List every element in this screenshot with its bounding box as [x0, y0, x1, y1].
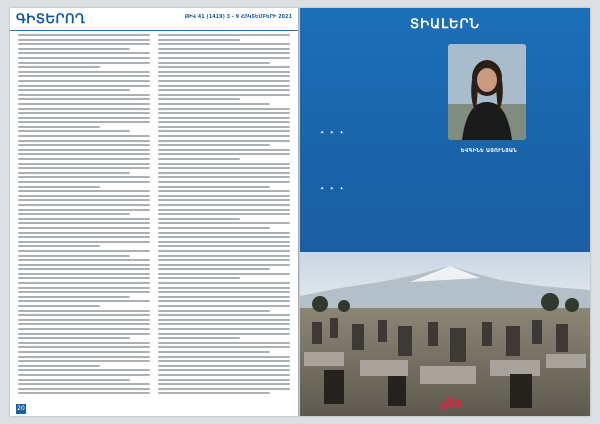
- text-line: [158, 52, 290, 54]
- text-line: [158, 365, 290, 367]
- text-line: [158, 259, 290, 261]
- text-line: [18, 108, 150, 110]
- article-columns: [18, 34, 290, 400]
- text-line: [18, 360, 150, 362]
- text-line: [158, 172, 290, 174]
- text-line: [18, 222, 150, 224]
- text-line: [158, 89, 290, 91]
- text-line: [18, 383, 150, 385]
- text-line: [18, 227, 150, 229]
- text-lines-col2: [158, 34, 290, 397]
- cemetery-photo: [300, 252, 590, 416]
- text-line: [158, 57, 290, 59]
- text-line: [18, 342, 150, 344]
- text-line: [18, 80, 150, 82]
- issue-line: ԹԻՎ 41 (1419) 3 - 9 ՀՈԿՏԵՄԲԵՐԻ 2021: [184, 14, 292, 20]
- text-line: [158, 213, 290, 215]
- text-line: [18, 296, 130, 298]
- text-line: [158, 218, 240, 220]
- text-line: [158, 282, 290, 284]
- text-line: [158, 98, 240, 100]
- text-line: [18, 374, 150, 376]
- text-line: [158, 264, 290, 266]
- text-line: [18, 176, 150, 178]
- text-line: [18, 163, 150, 165]
- text-line: [18, 319, 150, 321]
- text-line: [18, 305, 100, 307]
- text-line: [18, 94, 150, 96]
- text-line: [18, 149, 150, 151]
- text-line: [158, 356, 290, 358]
- text-line: [158, 181, 290, 183]
- text-line: [18, 117, 150, 119]
- text-line: [18, 232, 150, 234]
- text-line: [158, 176, 290, 178]
- text-line: [158, 66, 290, 68]
- text-line: [18, 314, 150, 316]
- text-line: [158, 149, 290, 151]
- text-line: [158, 163, 290, 165]
- text-line: [18, 273, 150, 275]
- text-line: [18, 250, 150, 252]
- text-line: [18, 71, 150, 73]
- text-line: [18, 75, 150, 77]
- text-line: [158, 342, 290, 344]
- text-line: [18, 337, 130, 339]
- stanza-separator: ✦ ✦ ✦: [320, 130, 346, 136]
- text-line: [158, 323, 290, 325]
- text-line: [18, 135, 150, 137]
- text-line: [18, 43, 150, 45]
- text-line: [158, 277, 240, 279]
- text-line: [18, 333, 150, 335]
- text-line: [18, 195, 150, 197]
- text-line: [18, 66, 100, 68]
- text-line: [18, 392, 150, 394]
- text-line: [18, 34, 150, 36]
- text-line: [158, 153, 290, 155]
- text-lines-col1: [18, 34, 150, 397]
- text-line: [18, 172, 130, 174]
- author-name: ԵՎԳԻՆԵ ԱՅՈՒՆՅԱՆ: [460, 148, 518, 154]
- poem-panel: [300, 8, 590, 252]
- text-line: [158, 310, 270, 312]
- text-line: [158, 232, 290, 234]
- text-line: [158, 305, 290, 307]
- text-line: [18, 48, 130, 50]
- text-line: [158, 388, 290, 390]
- text-line: [18, 300, 150, 302]
- stanza-separator-2: ✦ ✦ ✦: [320, 186, 346, 192]
- text-line: [18, 369, 150, 371]
- text-line: [158, 80, 290, 82]
- page-footer: [10, 402, 298, 416]
- text-line: [18, 158, 150, 160]
- text-line: [18, 112, 150, 114]
- text-line: [18, 328, 150, 330]
- article-column-2: [158, 34, 290, 400]
- text-line: [18, 245, 100, 247]
- text-line: [18, 126, 100, 128]
- text-line: [18, 204, 150, 206]
- text-line: [18, 121, 150, 123]
- article-column-1: [18, 34, 150, 400]
- text-line: [18, 144, 150, 146]
- text-line: [158, 94, 290, 96]
- text-line: [18, 85, 150, 87]
- text-line: [158, 85, 290, 87]
- text-line: [18, 218, 150, 220]
- text-line: [18, 379, 130, 381]
- text-line: [18, 57, 150, 59]
- text-line: [18, 268, 150, 270]
- text-line: [18, 186, 100, 188]
- text-line: [18, 264, 150, 266]
- text-line: [158, 144, 270, 146]
- text-line: [18, 140, 150, 142]
- text-line: [18, 98, 150, 100]
- text-line: [158, 383, 290, 385]
- text-line: [158, 360, 290, 362]
- text-line: [158, 71, 290, 73]
- text-line: [18, 388, 150, 390]
- poem-title: ՏԻԱԼԵՐՆ: [409, 16, 481, 31]
- text-line: [18, 103, 150, 105]
- text-line: [18, 167, 150, 169]
- text-line: [158, 195, 290, 197]
- text-line: [18, 282, 150, 284]
- text-line: [158, 369, 290, 371]
- text-line: [158, 62, 270, 64]
- text-line: [158, 108, 290, 110]
- text-line: [158, 374, 290, 376]
- text-line: [18, 39, 150, 41]
- text-line: [158, 273, 290, 275]
- text-line: [158, 319, 290, 321]
- text-line: [158, 227, 270, 229]
- text-line: [18, 365, 100, 367]
- text-line: [18, 199, 150, 201]
- text-line: [158, 296, 290, 298]
- text-line: [18, 89, 130, 91]
- text-line: [158, 121, 290, 123]
- left-page: [10, 8, 298, 416]
- text-line: [18, 190, 150, 192]
- author-caption: [450, 148, 528, 155]
- text-line: [18, 213, 130, 215]
- text-line: [18, 291, 150, 293]
- text-line: [18, 259, 150, 261]
- text-line: [18, 287, 150, 289]
- text-line: [158, 300, 290, 302]
- text-line: [158, 117, 290, 119]
- text-line: [18, 209, 150, 211]
- text-line: [158, 333, 290, 335]
- text-line: [158, 255, 290, 257]
- text-line: [158, 328, 290, 330]
- text-line: [158, 167, 290, 169]
- text-line: [18, 356, 150, 358]
- text-line: [158, 241, 290, 243]
- text-line: [18, 351, 150, 353]
- text-line: [158, 39, 240, 41]
- text-line: [18, 310, 150, 312]
- text-line: [158, 236, 290, 238]
- text-line: [18, 236, 150, 238]
- text-line: [18, 153, 150, 155]
- page-header: [10, 8, 298, 31]
- text-line: [158, 190, 290, 192]
- text-line: [158, 392, 270, 394]
- text-line: [158, 204, 290, 206]
- text-line: [158, 351, 270, 353]
- author-portrait: [448, 44, 526, 140]
- text-line: [18, 255, 130, 257]
- text-line: [18, 181, 150, 183]
- text-line: [18, 323, 150, 325]
- text-line: [158, 34, 290, 36]
- right-page: [300, 8, 590, 416]
- text-line: [158, 103, 270, 105]
- text-line: [158, 135, 290, 137]
- text-line: [18, 241, 150, 243]
- page-number: 20: [17, 405, 25, 412]
- text-line: [158, 379, 290, 381]
- text-line: [18, 346, 150, 348]
- text-line: [158, 126, 290, 128]
- text-line: [158, 158, 240, 160]
- text-line: [158, 209, 290, 211]
- text-line: [158, 112, 290, 114]
- text-line: [158, 186, 270, 188]
- text-line: [18, 277, 150, 279]
- text-line: [18, 62, 150, 64]
- text-line: [158, 268, 270, 270]
- text-line: [158, 245, 290, 247]
- text-line: [158, 48, 290, 50]
- text-line: [158, 250, 290, 252]
- text-line: [158, 291, 290, 293]
- text-line: [18, 52, 150, 54]
- text-line: [158, 337, 240, 339]
- text-line: [158, 222, 290, 224]
- text-line: [158, 287, 290, 289]
- text-line: [158, 314, 290, 316]
- magazine-logo: ԳԻՏԵՐՈՂ: [16, 11, 86, 26]
- text-line: [158, 43, 290, 45]
- text-line: [18, 130, 130, 132]
- text-line: [158, 130, 290, 132]
- text-line: [158, 346, 290, 348]
- text-line: [158, 199, 290, 201]
- text-line: [158, 140, 290, 142]
- text-line: [158, 75, 290, 77]
